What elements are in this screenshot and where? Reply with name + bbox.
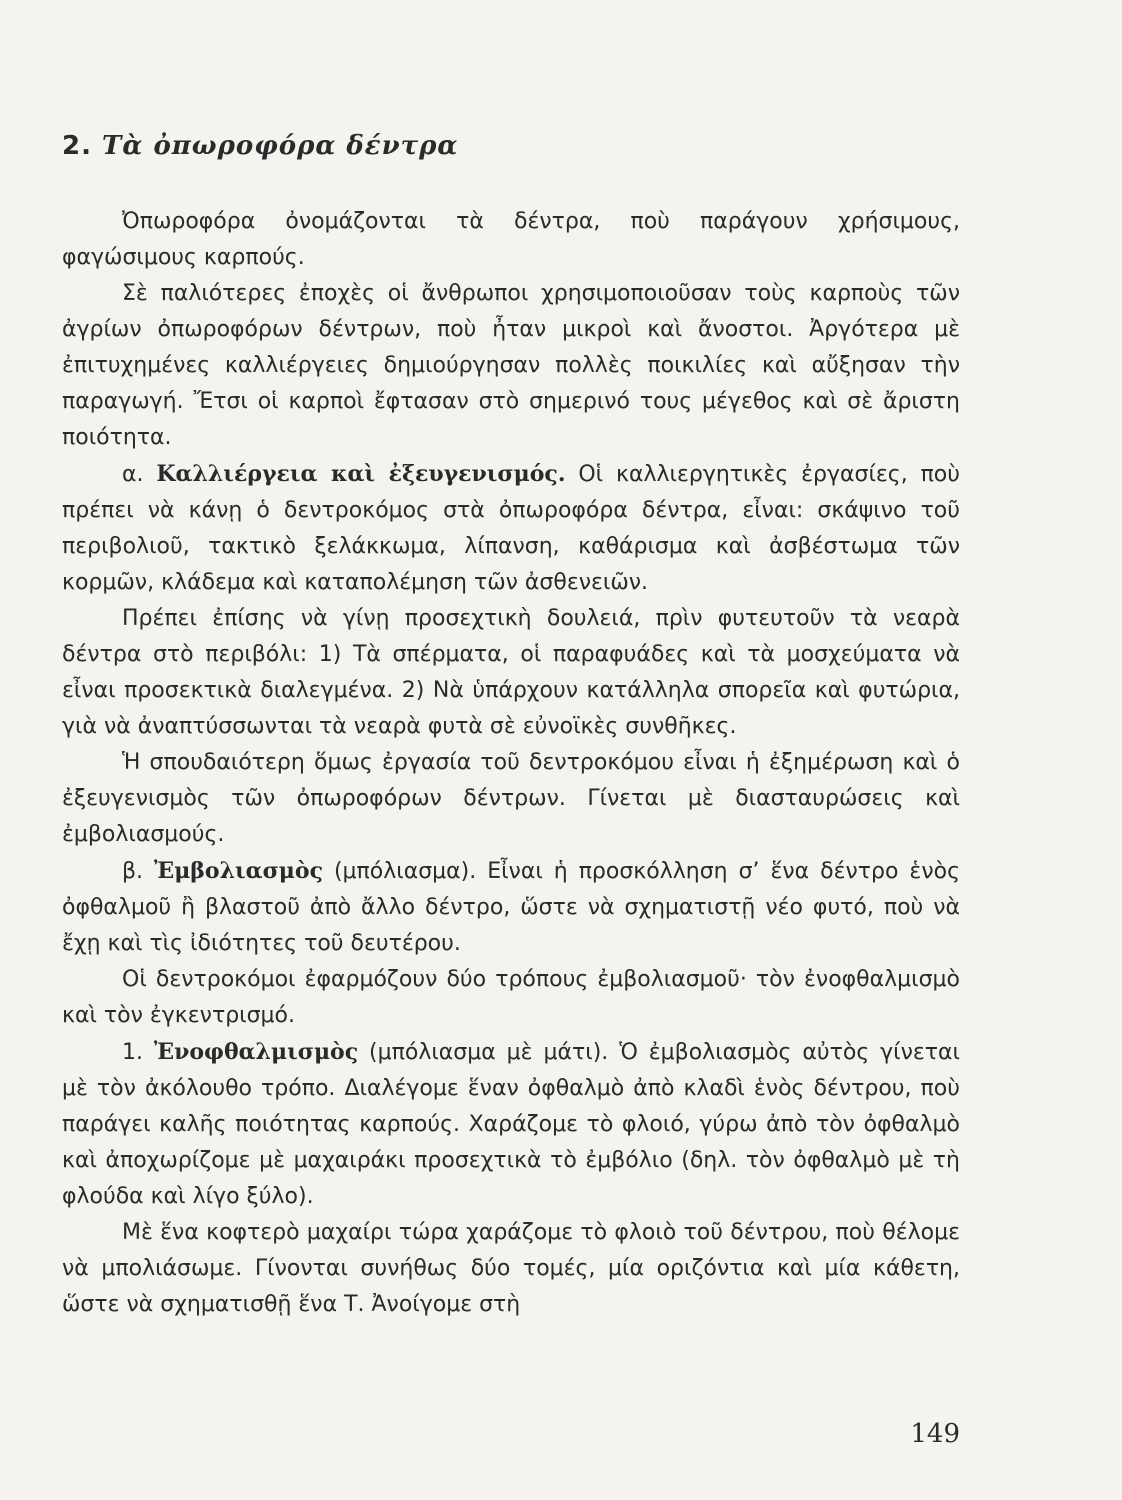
subsection-title-grafting: Ἐμβολιασμὸς xyxy=(154,858,323,884)
paragraph-grafting xyxy=(62,853,960,962)
cultivation-text: Οἱ καλλιεργητικὲς ἐργασίες, ποὺ πρέπει νὰ κάνῃ ὁ δεντροκόμος στὰ ὀπωροφόρα δέντρα, εἶναι: σκάψινο τοῦ περιβολιοῦ, τακτικὸ ξελάκκωμα, λίπανση, καθάρισμα καὶ ἀσβέστωμα τῶν κορμῶν, κλάδεμα καὶ καταπολέμηση τῶν ἀσθενειῶν. xyxy=(62,462,960,595)
section-heading xyxy=(62,128,960,164)
paragraph-incision: Μὲ ἕνα κοφτερὸ μαχαίρι τώρα χαράζομε τὸ φλοιὸ τοῦ δέντρου, ποὺ θέλομε νὰ μπολιάσωμε. Γίνονται συνήθως δύο τομές, μία οριζόντια καὶ μία κάθετη, ὥστε νὰ σχηματισθῇ ἕνα Τ. Ἀνοίγομε στὴ xyxy=(62,1220,960,1317)
subsection-letter-a: α. xyxy=(122,462,157,487)
method-title-budding: Ἐνοφθαλμισμὸς xyxy=(153,1039,359,1065)
grafting-text: (μπόλιασμα). Εἶναι ἡ προσκόλληση σ’ ἕνα δέντρο ἑνὸς ὀφθαλμοῦ ἢ βλαστοῦ ἀπὸ ἄλλο δέντρο, ὥστε νὰ σχηματιστῇ νέο φυτό, ποὺ νὰ ἔχῃ καὶ τὶς ἰδιότητες τοῦ δευτέρου. xyxy=(62,859,960,956)
paragraph-planting: Πρέπει ἐπίσης νὰ γίνῃ προσεχτικὴ δουλειά, πρὶν φυτευτοῦν τὰ νεαρὰ δέντρα στὸ περιβόλι: 1) Τὰ σπέρματα, οἱ παραφυάδες καὶ τὰ μοσχεύματα νὰ εἶναι προσεκτικὰ διαλεγμένα. 2) Νὰ ὑπάρχουν κατάλληλα σπορεῖα καὶ φυτώρια, γιὰ νὰ ἀναπτύσσωνται τὰ νεαρὰ φυτὰ σὲ εὐνοϊκὲς συνθῆκες. xyxy=(62,606,960,739)
paragraph-improvement: Ἡ σπουδαιότερη ὅμως ἐργασία τοῦ δεντροκόμου εἶναι ἡ ἐξημέρωση καὶ ὁ ἐξευγενισμὸς τῶν ὀπωροφόρων δέντρων. Γίνεται μὲ διασταυρώσεις καὶ ἐμβολιασμούς. xyxy=(62,750,960,847)
subsection-title-cultivation: Καλλιέργεια καὶ ἐξευγενισμός. xyxy=(156,461,566,487)
paragraph-budding xyxy=(62,1034,960,1215)
page-content xyxy=(62,128,960,1323)
page-number: 149 xyxy=(910,1419,960,1449)
budding-text: (μπόλιασμα μὲ μάτι). Ὁ ἐμβολιασμὸς αὐτὸς γίνεται μὲ τὸν ἀκόλουθο τρόπο. Διαλέγομε ἕναν ὀφθαλμὸ ἀπὸ κλαδὶ ἑνὸς δέντρου, ποὺ παράγει καλῆς ποιότητας καρπούς. Χαράζομε τὸ φλοιό, γύρω ἀπὸ τὸν ὀφθαλμὸ καὶ ἀποχωρίζομε μὲ μαχαιράκι προσεχτικὰ τὸ ἐμβόλιο (δηλ. τὸν ὀφθαλμὸ μὲ τὴ φλούδα καὶ λίγο ξύλο). xyxy=(62,1040,960,1209)
section-number: 2. xyxy=(62,131,92,161)
paragraph-cultivation xyxy=(62,456,960,601)
section-title: Τὰ ὀπωροφόρα δέντρα xyxy=(102,131,459,161)
paragraph-definition: Ὀπωροφόρα ὀνομάζονται τὰ δέντρα, ποὺ παράγουν χρήσιμους, φαγώσιμους καρπούς. xyxy=(62,209,960,270)
method-number-1: 1. xyxy=(122,1040,154,1065)
paragraph-methods: Οἱ δεντροκόμοι ἐφαρμόζουν δύο τρόπους ἐμβολιασμοῦ· τὸν ἐνοφθαλμισμὸ καὶ τὸν ἐγκεντρισμό. xyxy=(62,967,960,1028)
paragraph-history: Σὲ παλιότερες ἐποχὲς οἱ ἄνθρωποι χρησιμοποιοῦσαν τοὺς καρποὺς τῶν ἀγρίων ὀπωροφόρων δέντρων, ποὺ ἦταν μικροὶ καὶ ἄνοστοι. Ἀργότερα μὲ ἐπιτυχημένες καλλιέργειες δημιούργησαν πολλὲς ποικιλίες καὶ αὔξησαν τὴν παραγωγή. Ἔτσι οἱ καρποὶ ἔφτασαν στὸ σημερινό τους μέγεθος καὶ σὲ ἄριστη ποιότητα. xyxy=(62,281,960,450)
subsection-letter-b: β. xyxy=(122,859,155,884)
